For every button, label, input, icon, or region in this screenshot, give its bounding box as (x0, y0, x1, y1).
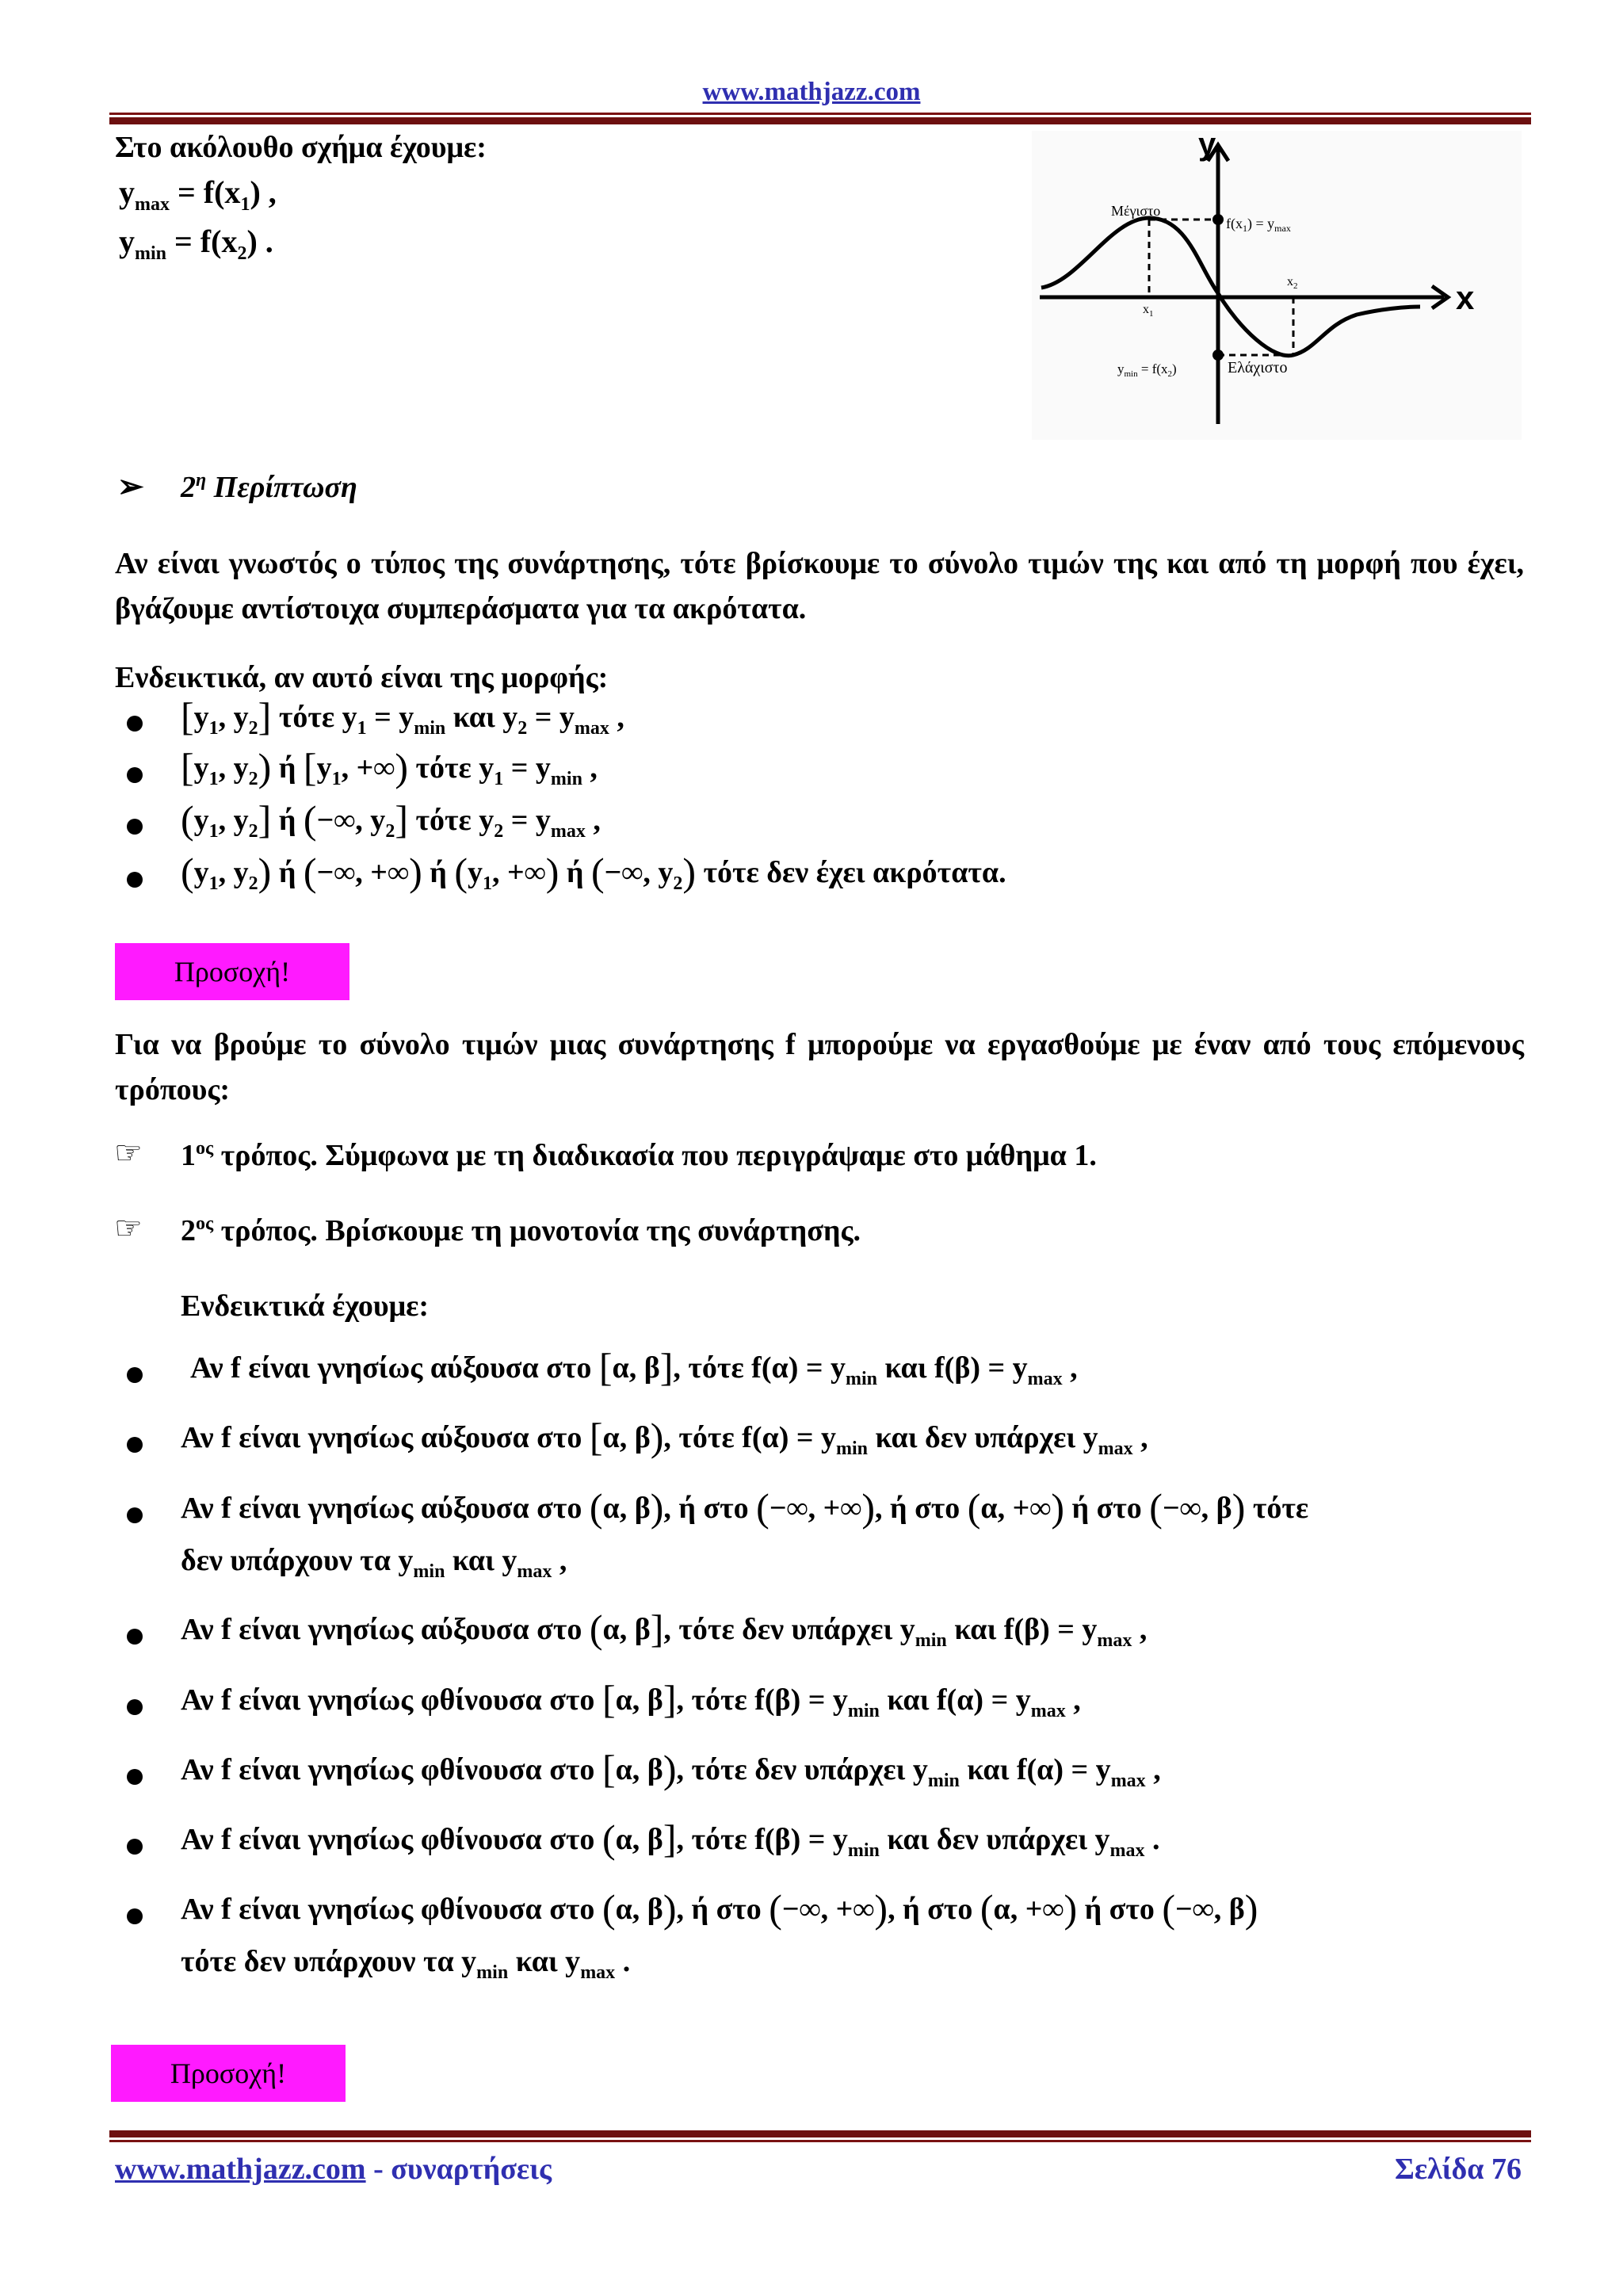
mono-bullet-6: Αν f είναι γνησίως φθίνουσα στο [α, β), τότε δεν υπάρχει $y_{min}$ και $f(\alpha) = y_{max}$ , (181, 1747, 1161, 1791)
mono-bullet-8b: τότε δεν υπάρχουν τα $y_{min}$ και $y_{max}$ . (181, 1945, 631, 1983)
mono-bullet-1: Αν f είναι γνησίως αύξουσα στο [α, β], τότε $f(\alpha) = y_{min}$ και $f(\beta) = y_{max}$ , (190, 1345, 1078, 1389)
footer-site-link[interactable]: www.mathjazz.com (115, 2153, 366, 2186)
mono-bullet-3a: Αν f είναι γνησίως αύξουσα στο (α, β), ή στο (−∞, +∞), ή στο (α, +∞) ή στο (−∞, β) τότε (181, 1485, 1309, 1530)
max-label: Μέγιστο (1111, 203, 1161, 219)
case2-paragraph: Αν είναι γνωστός ο τύπος της συνάρτησης, τότε βρίσκουμε το σύνολο τιμών της και από τη μορφή που έχει, βγάζουμε αντίστοιχα συμπεράσματα για τα ακρότατα. (115, 547, 1524, 625)
footer-left: www.mathjazz.com - συναρτήσεις (115, 2153, 552, 2186)
ymax-point (1212, 214, 1224, 225)
mono-bullet-2: Αν f είναι γνησίως αύξουσα στο [α, β), τότε $f(\alpha) = y_{min}$ και δεν υπάρχει $y_{max}$ , (181, 1415, 1148, 1459)
x-axis-label: x (1456, 279, 1475, 316)
bullet-icon (127, 1437, 143, 1453)
form-bullet-3: ($y_1$, $y_2$] ή (−∞, $y_2$] τότε $y_2 = y_{max}$ , (181, 797, 601, 842)
mono-bullet-4: Αν f είναι γνησίως αύξουσα στο (α, β], τότε δεν υπάρχει $y_{min}$ και $f(\beta) = y_{max}$ , (181, 1606, 1148, 1651)
y-axis-label: y (1198, 131, 1216, 162)
case2-arrow-icon: ➢ (117, 468, 144, 504)
min-label: Ελάχιστο (1228, 359, 1288, 376)
method-1: $1^{o\varsigma}$ τρόπος. Σύμφωνα με τη διαδικασία που περιγράψαμε στο μάθημα 1. (181, 1138, 1097, 1172)
x2-tick-label: $x_2$ (1287, 275, 1298, 291)
ymax-line: $y_{max} = f(x_1)$ , (119, 174, 277, 215)
mono-bullet-3b: δεν υπάρχουν τα $y_{min}$ και $y_{max}$ , (181, 1544, 567, 1582)
attention-box-2: Προσοχή! (111, 2045, 346, 2102)
x1-tick-label: $x_1$ (1143, 303, 1154, 319)
bullet-icon (127, 819, 143, 835)
mono-bullet-7: Αν f είναι γνησίως φθίνουσα στο (α, β], τότε $f(\beta) = y_{min}$ και δεν υπάρχει $y_{max}$ . (181, 1817, 1160, 1861)
bullet-icon (127, 1699, 143, 1715)
method-2: $2^{o\varsigma}$ τρόπος. Βρίσκουμε τη μονοτονία της συνάρτησης. (181, 1213, 861, 1247)
intro-text: Στο ακόλουθο σχήμα έχουμε: (115, 131, 487, 164)
ymin-label: $y_{min} = f(x_2)$ (1117, 361, 1177, 379)
methods-paragraph: Για να βρούμε το σύνολο τιμών μιας συνάρτησης f μπορούμε να εργασθούμε με έναν από τους επόμενους τρόπους: (115, 1028, 1524, 1106)
footer-rule (109, 2130, 1531, 2142)
header-rule (109, 113, 1531, 124)
bullet-icon (127, 1908, 143, 1924)
mono-bullet-5: Αν f είναι γνησίως φθίνουσα στο [α, β], τότε $f(\beta) = y_{min}$ και $f(\alpha) = y_{max}$ , (181, 1677, 1081, 1721)
bullet-icon (127, 1629, 143, 1645)
bullet-icon (127, 716, 143, 732)
page-number: Σελίδα 76 (1395, 2153, 1522, 2186)
form-bullet-2: [$y_1$, $y_2$) ή [$y_1$, +∞) τότε $y_1 = y_{min}$ , (181, 745, 598, 789)
ymin-line: $y_{min} = f(x_2)$ . (119, 223, 273, 264)
extrema-graph (1032, 131, 1522, 440)
bullet-icon (127, 767, 143, 783)
header-site-link[interactable]: www.mathjazz.com (702, 78, 921, 106)
bullet-icon (127, 872, 143, 888)
methods-indicative: Ενδεικτικά έχουμε: (181, 1289, 430, 1323)
bullet-icon (127, 1769, 143, 1785)
form-bullet-1: [$y_1$, $y_2$] τότε $y_1 = y_{min}$ και $y_2 = y_{max}$ , (181, 694, 624, 739)
pointer-icon: ☞ (114, 1210, 143, 1247)
mono-bullet-8a: Αν f είναι γνησίως φθίνουσα στο (α, β), ή στο (−∞, +∞), ή στο (α, +∞) ή στο (−∞, β) (181, 1886, 1258, 1931)
attention-box: Προσοχή! (115, 943, 349, 1000)
bullet-icon (127, 1839, 143, 1855)
bullet-icon (127, 1367, 143, 1383)
form-bullet-4: ($y_1$, $y_2$) ή (−∞, +∞) ή ($y_1$, +∞) ή (−∞, $y_2$) τότε δεν έχει ακρότατα. (181, 850, 1006, 894)
case2-title: $2^\eta$ Περίπτωση (181, 470, 357, 504)
bullet-icon (127, 1507, 143, 1523)
fx1-label: $f(x_1) = y_{max}$ (1226, 216, 1291, 234)
pointer-icon: ☞ (114, 1135, 143, 1171)
ymin-point (1212, 350, 1224, 361)
case2-indicative: Ενδεικτικά, αν αυτό είναι της μορφής: (115, 661, 609, 694)
